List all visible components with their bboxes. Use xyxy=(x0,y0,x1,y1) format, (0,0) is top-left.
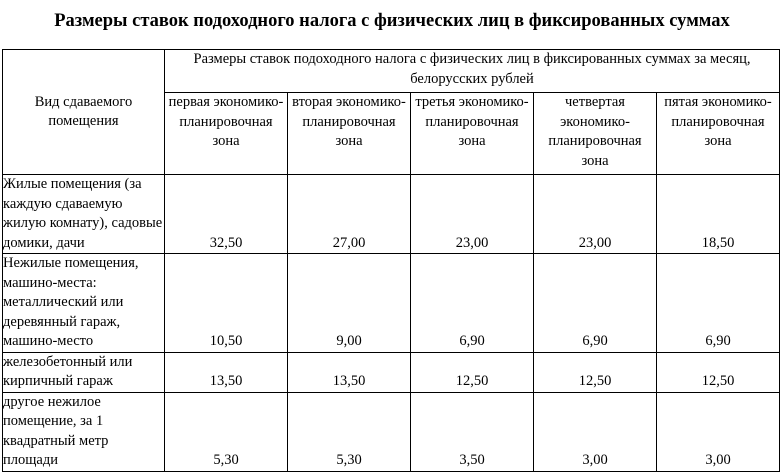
rate-cell: 3,00 xyxy=(534,392,657,471)
row-label-metal-garage: Нежилые помещения, машино-места: металлический или деревянный гараж, машино-место xyxy=(3,254,165,353)
tax-rates-table xyxy=(2,49,780,472)
rate-cell: 13,50 xyxy=(165,352,288,392)
table-row xyxy=(3,392,780,471)
zone-header-5: пятая экономико-планировочная зона xyxy=(657,93,780,175)
row-label-residential: Жилые помещения (за каждую сдаваемую жилую комнату), садовые домики, дачи xyxy=(3,175,165,254)
rate-cell: 6,90 xyxy=(657,254,780,353)
premises-kind-header: Вид сдаваемого помещения xyxy=(3,50,165,175)
rates-group-header: Размеры ставок подоходного налога с физических лиц в фиксированных суммах за месяц, белорусских рублей xyxy=(165,50,780,93)
zone-header-4: четвертая экономико-планировочная зона xyxy=(534,93,657,175)
rate-cell: 13,50 xyxy=(288,352,411,392)
rate-cell: 23,00 xyxy=(534,175,657,254)
rate-cell: 27,00 xyxy=(288,175,411,254)
rate-cell: 5,30 xyxy=(288,392,411,471)
rate-cell: 5,30 xyxy=(165,392,288,471)
rate-cell: 3,50 xyxy=(411,392,534,471)
rate-cell: 12,50 xyxy=(657,352,780,392)
zone-header-2: вторая экономико-планировочная зона xyxy=(288,93,411,175)
row-label-other-premises: другое нежилое помещение, за 1 квадратный метр площади xyxy=(3,392,165,471)
rate-cell: 10,50 xyxy=(165,254,288,353)
zone-header-1: первая экономико-планировочная зона xyxy=(165,93,288,175)
table-row xyxy=(3,352,780,392)
table-row xyxy=(3,175,780,254)
table-row xyxy=(3,254,780,353)
rate-cell: 32,50 xyxy=(165,175,288,254)
rate-cell: 3,00 xyxy=(657,392,780,471)
document-title: Размеры ставок подоходного налога с физических лиц в фиксированных суммах xyxy=(54,11,730,31)
zone-header-3: третья экономико-планировочная зона xyxy=(411,93,534,175)
rate-cell: 6,90 xyxy=(534,254,657,353)
rate-cell: 6,90 xyxy=(411,254,534,353)
rate-cell: 12,50 xyxy=(534,352,657,392)
rate-cell: 23,00 xyxy=(411,175,534,254)
rate-cell: 9,00 xyxy=(288,254,411,353)
header-row-group xyxy=(3,50,780,93)
rate-cell: 12,50 xyxy=(411,352,534,392)
row-label-concrete-garage: железобетонный или кирпичный гараж xyxy=(3,352,165,392)
rate-cell: 18,50 xyxy=(657,175,780,254)
